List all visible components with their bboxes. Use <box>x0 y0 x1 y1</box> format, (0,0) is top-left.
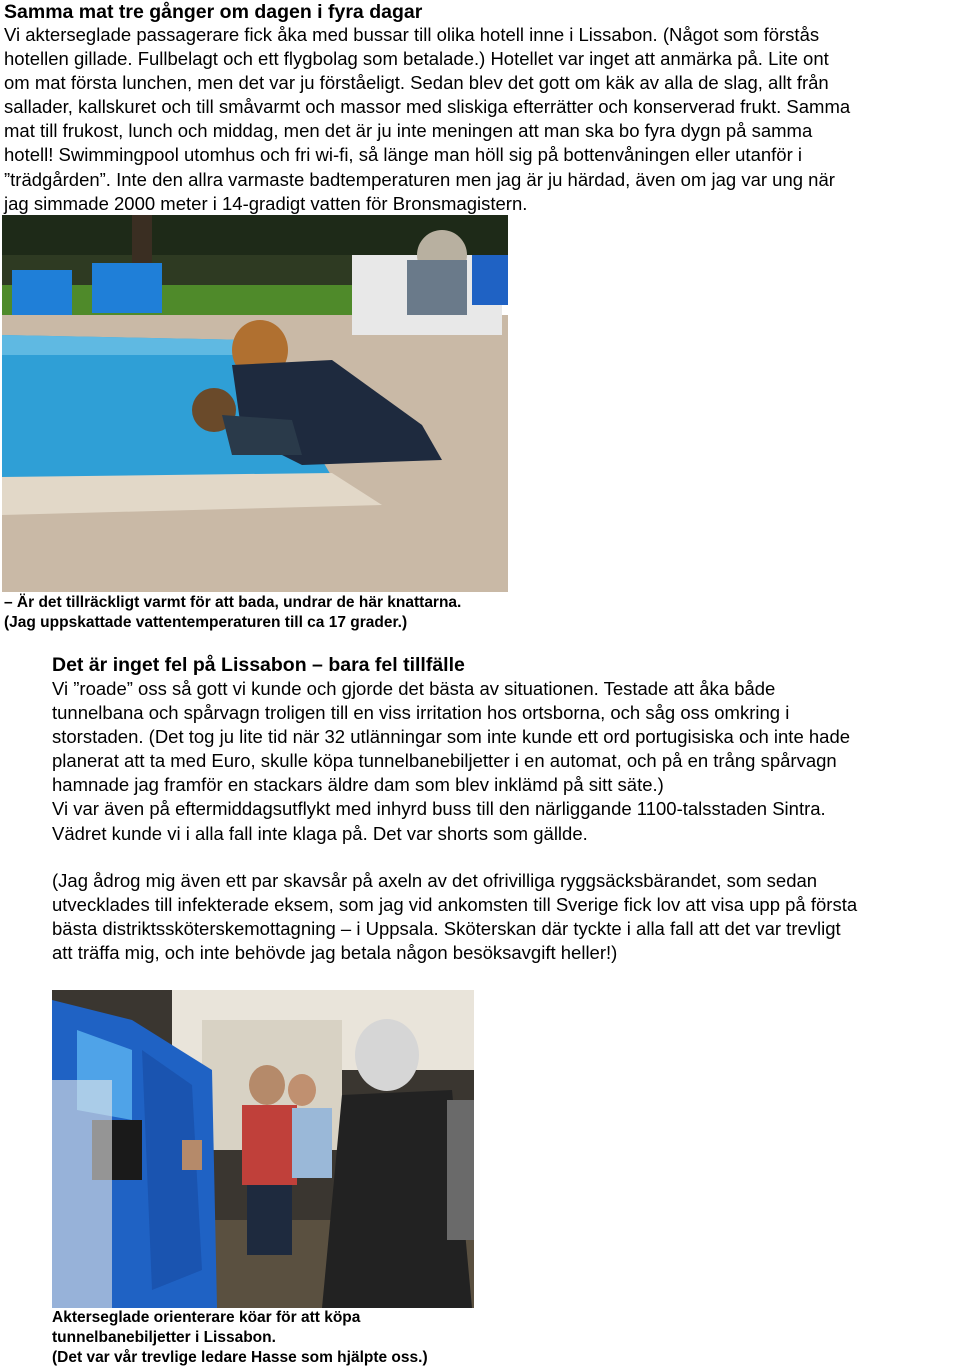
caption-line: (Det var vår trevlige ledare Hasse som hjälpte oss.) <box>52 1349 428 1366</box>
photo-caption-pool <box>4 593 461 633</box>
paragraph-aside <box>52 869 960 965</box>
text-line: tunnelbana och spårvagn troligen till en viss irritation hos ortsborna, och såg oss omkring i <box>52 702 790 724</box>
text-line: hotellen gillade. Fullbelagt och ett flygbolag som betalade.) Hotellet var inget att anmärka på. Lite ont <box>4 48 829 70</box>
text-line: planerat att ta med Euro, skulle köpa tunnelbanebiljetter i en automat, och på en trång spårvagn <box>52 750 837 772</box>
text-line: om mat första lunchen, men det var ju förståeligt. Sedan blev det gott om käk av alla de slag, allt från <box>4 72 829 94</box>
paragraph-lisbon <box>52 677 958 846</box>
section-heading-food: Samma mat tre gånger om dagen i fyra dagar <box>4 1 423 23</box>
metro-ticket-photo <box>52 990 474 1308</box>
text-line: mat till frukost, lunch och middag, men det är ju inte meningen att man ska bo fyra dygn på samma <box>4 120 813 142</box>
paragraph-hotel <box>4 23 956 216</box>
caption-line: (Jag uppskattade vattentemperaturen till ca 17 grader.) <box>4 614 408 631</box>
text-line: storstaden. (Det tog ju lite tid när 32 utlänningar som inte kunde ett ord portugisiska och inte hade <box>52 726 851 748</box>
text-line: utvecklades till infekterade eksem, som jag vid ankomsten till Sverige fick lov att visa upp på första <box>52 894 858 916</box>
pool-photo <box>2 215 508 592</box>
text-line: Vi var även på eftermiddagsutflykt med inhyrd buss till den närliggande 1100-talsstaden Sintra. <box>52 798 826 820</box>
text-line: Vi ”roade” oss så gott vi kunde och gjorde det bästa av situationen. Testade att åka både <box>52 678 776 699</box>
text-line: ”trädgården”. Inte den allra varmaste badtemperaturen men jag är ju härdad, även om jag var ung när <box>4 168 835 190</box>
text-line: hotell! Swimmingpool utomhus och fri wi-fi, så länge man höll sig på bottenvåningen eller utanför i <box>4 144 802 166</box>
text-line: att träffa mig, och inte behövde jag betala någon besöksavgift heller!) <box>52 942 618 964</box>
text-line: Vädret kunde vi i alla fall inte klaga på. Det var shorts som gällde. <box>52 822 588 844</box>
text-line: jag simmade 2000 meter i 14-gradigt vatten för Bronsmagistern. <box>4 192 528 214</box>
caption-line: – Är det tillräckligt varmt för att bada, undrar de här knattarna. <box>4 594 462 611</box>
text-line: (Jag ådrog mig även ett par skavsår på axeln av det ofrivilliga ryggsäcksbärandet, som sedan <box>52 870 818 891</box>
section-heading-lisbon: Det är inget fel på Lissabon – bara fel tillfälle <box>52 654 465 676</box>
text-line: hamnade jag framför en stackars äldre dam som blev inklämd på sitt säte.) <box>52 774 664 796</box>
photo-caption-metro <box>52 1308 428 1368</box>
caption-line: tunnelbanebiljetter i Lissabon. <box>52 1329 276 1346</box>
text-line: Vi akterseglade passagerare fick åka med bussar till olika hotell inne i Lissabon. (Något som förstås <box>4 24 820 45</box>
text-line: bästa distriktssköterskemottagning – i Uppsala. Sköterskan där tyckte i alla fall att det var trevligt <box>52 918 841 940</box>
caption-line: Akterseglade orienterare köar för att köpa <box>52 1309 361 1326</box>
text-line: sallader, kallskuret och till småvarmt och massor med sliskiga efterrätter och konserverad frukt. Samma <box>4 96 851 118</box>
